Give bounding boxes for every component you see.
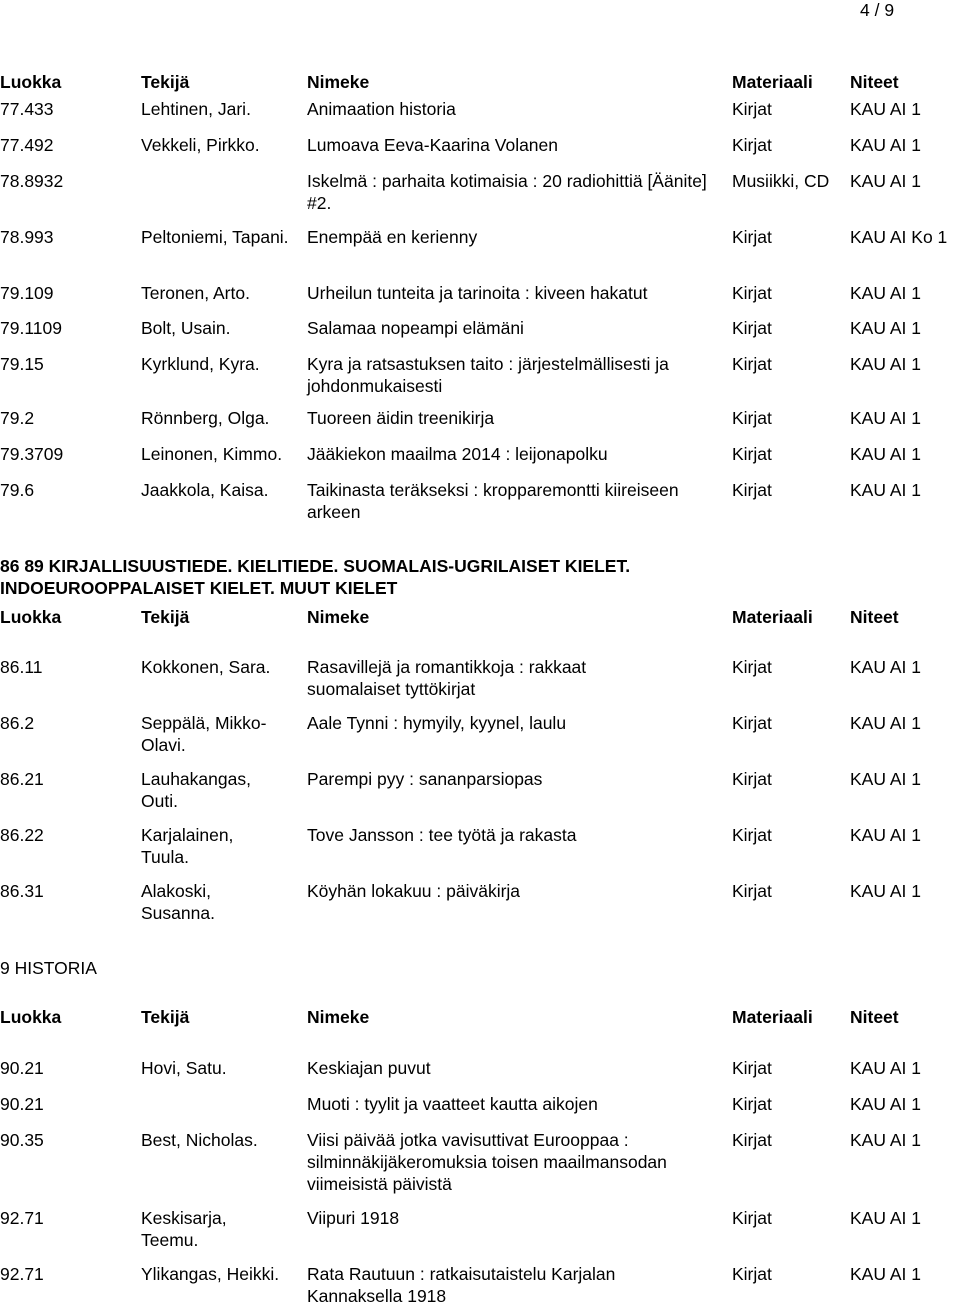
tekija: Seppälä, Mikko-Olavi. xyxy=(141,713,267,755)
nimeke: Iskelmä : parhaita kotimaisia : 20 radiohittiä [Äänite] #2. xyxy=(307,171,707,213)
materiaali: Kirjat xyxy=(732,354,772,374)
tekija: Karjalainen, Tuula. xyxy=(141,825,234,867)
tekija: Peltoniemi, Tapani. xyxy=(141,227,289,247)
tekija: Rönnberg, Olga. xyxy=(141,408,270,428)
materiaali: Kirjat xyxy=(732,1058,772,1078)
luokka: 90.35 xyxy=(0,1130,44,1150)
luokka: 78.8932 xyxy=(0,171,64,191)
header-niteet: Niteet xyxy=(850,1007,899,1027)
tekija: Kokkonen, Sara. xyxy=(141,657,271,677)
header-nimeke: Nimeke xyxy=(307,72,370,92)
table-row xyxy=(0,824,960,874)
niteet: KAU AI 1 xyxy=(850,135,922,155)
page-number: 4 / 9 xyxy=(860,0,895,20)
niteet: KAU AI 1 xyxy=(850,1264,922,1284)
materiaali: Kirjat xyxy=(732,408,772,428)
niteet: KAU AI 1 xyxy=(850,1058,922,1078)
nimeke: Rata Rautuun : ratkaisutaistelu Karjalan Kannaksella 1918 xyxy=(307,1264,616,1306)
nimeke: Muoti : tyylit ja vaatteet kautta aikojen xyxy=(307,1094,598,1114)
niteet: KAU AI 1 xyxy=(850,713,922,733)
niteet: KAU AI 1 xyxy=(850,881,922,901)
luokka: 77.433 xyxy=(0,99,54,119)
table-row xyxy=(0,170,960,220)
luokka: 79.109 xyxy=(0,283,54,303)
materiaali: Kirjat xyxy=(732,135,772,155)
table-header xyxy=(0,606,960,656)
materiaali: Kirjat xyxy=(732,825,772,845)
tekija: Bolt, Usain. xyxy=(141,318,231,338)
header-nimeke: Nimeke xyxy=(307,607,370,627)
tekija: Lauhakangas, Outi. xyxy=(141,769,251,811)
header-luokka: Luokka xyxy=(0,1007,62,1027)
materiaali: Kirjat xyxy=(732,227,772,247)
nimeke: Aale Tynni : hymyily, kyynel, laulu xyxy=(307,713,567,733)
niteet: KAU AI 1 xyxy=(850,99,922,119)
luokka: 90.21 xyxy=(0,1058,44,1078)
table-row xyxy=(0,353,960,403)
materiaali: Kirjat xyxy=(732,1130,772,1150)
niteet: KAU AI 1 xyxy=(850,171,922,191)
header-tekija: Tekijä xyxy=(141,607,190,627)
header-luokka: Luokka xyxy=(0,607,62,627)
niteet: KAU AI 1 xyxy=(850,283,922,303)
tekija: Kyrklund, Kyra. xyxy=(141,354,260,374)
nimeke: Köyhän lokakuu : päiväkirja xyxy=(307,881,521,901)
header-materiaali: Materiaali xyxy=(732,1007,813,1027)
tekija: Alakoski, Susanna. xyxy=(141,881,215,923)
header-tekija: Tekijä xyxy=(141,1007,190,1027)
luokka: 79.1109 xyxy=(0,318,62,338)
materiaali: Kirjat xyxy=(732,1094,772,1114)
nimeke: Viipuri 1918 xyxy=(307,1208,400,1228)
table-row xyxy=(0,226,960,276)
header-materiaali: Materiaali xyxy=(732,72,813,92)
tekija: Hovi, Satu. xyxy=(141,1058,227,1078)
niteet: KAU AI 1 xyxy=(850,1094,922,1114)
materiaali: Musiikki, CD xyxy=(732,171,830,191)
table-row xyxy=(0,712,960,762)
nimeke: Taikinasta teräkseksi : kropparemontti kiireiseen arkeen xyxy=(307,480,679,522)
header-tekija: Tekijä xyxy=(141,72,190,92)
nimeke: Jääkiekon maailma 2014 : leijonapolku xyxy=(307,444,608,464)
niteet: KAU AI 1 xyxy=(850,657,922,677)
table-row xyxy=(0,1263,960,1313)
niteet: KAU AI 1 xyxy=(850,769,922,789)
nimeke: Lumoava Eeva-Kaarina Volanen xyxy=(307,135,559,155)
luokka: 86.2 xyxy=(0,713,35,733)
materiaali: Kirjat xyxy=(732,881,772,901)
materiaali: Kirjat xyxy=(732,713,772,733)
luokka: 90.21 xyxy=(0,1094,44,1114)
luokka: 86.22 xyxy=(0,825,44,845)
section-heading: 9 HISTORIA xyxy=(0,958,97,978)
luokka: 79.15 xyxy=(0,354,44,374)
table-row xyxy=(0,479,960,529)
header-niteet: Niteet xyxy=(850,72,899,92)
header-nimeke: Nimeke xyxy=(307,1007,370,1027)
header-niteet: Niteet xyxy=(850,607,899,627)
table-row xyxy=(0,1207,960,1257)
table-row xyxy=(0,768,960,818)
niteet: KAU AI 1 xyxy=(850,318,922,338)
table-row xyxy=(0,1129,960,1201)
nimeke: Kyra ja ratsastuksen taito : järjestelmällisesti ja johdonmukaisesti xyxy=(307,354,669,396)
niteet: KAU AI 1 xyxy=(850,444,922,464)
nimeke: Keskiajan puvut xyxy=(307,1058,431,1078)
materiaali: Kirjat xyxy=(732,480,772,500)
nimeke: Tove Jansson : tee työtä ja rakasta xyxy=(307,825,577,845)
nimeke: Tuoreen äidin treenikirja xyxy=(307,408,495,428)
table-row xyxy=(0,880,960,930)
materiaali: Kirjat xyxy=(732,657,772,677)
tekija: Jaakkola, Kaisa. xyxy=(141,480,269,500)
luokka: 79.2 xyxy=(0,408,35,428)
nimeke: Rasavillejä ja romantikkoja : rakkaat suomalaiset tyttökirjat xyxy=(307,657,587,699)
nimeke: Enempää en kerienny xyxy=(307,227,478,247)
nimeke: Parempi pyy : sananparsiopas xyxy=(307,769,543,789)
materiaali: Kirjat xyxy=(732,318,772,338)
tekija: Leinonen, Kimmo. xyxy=(141,444,283,464)
niteet: KAU AI 1 xyxy=(850,408,922,428)
materiaali: Kirjat xyxy=(732,1264,772,1284)
tekija: Lehtinen, Jari. xyxy=(141,99,251,119)
niteet: KAU AI 1 xyxy=(850,825,922,845)
table-row xyxy=(0,656,960,706)
materiaali: Kirjat xyxy=(732,769,772,789)
niteet: KAU AI Ko 1 xyxy=(850,227,948,247)
niteet: KAU AI 1 xyxy=(850,1208,922,1228)
luokka: 86.31 xyxy=(0,881,44,901)
luokka: 86.21 xyxy=(0,769,44,789)
nimeke: Viisi päivää jotka vavisuttivat Eurooppaa : silminnäkijäkeromuksia toisen maailmansodan viimeisistä päivistä xyxy=(307,1130,667,1194)
luokka: 92.71 xyxy=(0,1208,44,1228)
header-materiaali: Materiaali xyxy=(732,607,813,627)
section-heading: 86 89 KIRJALLISUUSTIEDE. KIELITIEDE. SUOMALAIS-UGRILAISET KIELET. INDOEUROOPPALAISET KIELET. MUUT KIELET xyxy=(0,556,631,598)
header-luokka: Luokka xyxy=(0,72,62,92)
tekija: Best, Nicholas. xyxy=(141,1130,258,1150)
luokka: 77.492 xyxy=(0,135,54,155)
niteet: KAU AI 1 xyxy=(850,1130,922,1150)
luokka: 86.11 xyxy=(0,657,43,677)
niteet: KAU AI 1 xyxy=(850,480,922,500)
luokka: 78.993 xyxy=(0,227,54,247)
materiaali: Kirjat xyxy=(732,444,772,464)
table-header xyxy=(0,1006,960,1056)
luokka: 92.71 xyxy=(0,1264,44,1284)
luokka: 79.6 xyxy=(0,480,35,500)
tekija: Vekkeli, Pirkko. xyxy=(141,135,260,155)
nimeke: Animaation historia xyxy=(307,99,456,119)
nimeke: Urheilun tunteita ja tarinoita : kiveen hakatut xyxy=(307,283,648,303)
materiaali: Kirjat xyxy=(732,99,772,119)
luokka: 79.3709 xyxy=(0,444,64,464)
tekija: Teronen, Arto. xyxy=(141,283,250,303)
materiaali: Kirjat xyxy=(732,283,772,303)
tekija: Ylikangas, Heikki. xyxy=(141,1264,280,1284)
nimeke: Salamaa nopeampi elämäni xyxy=(307,318,524,338)
tekija: Keskisarja, Teemu. xyxy=(141,1208,227,1250)
materiaali: Kirjat xyxy=(732,1208,772,1228)
niteet: KAU AI 1 xyxy=(850,354,922,374)
